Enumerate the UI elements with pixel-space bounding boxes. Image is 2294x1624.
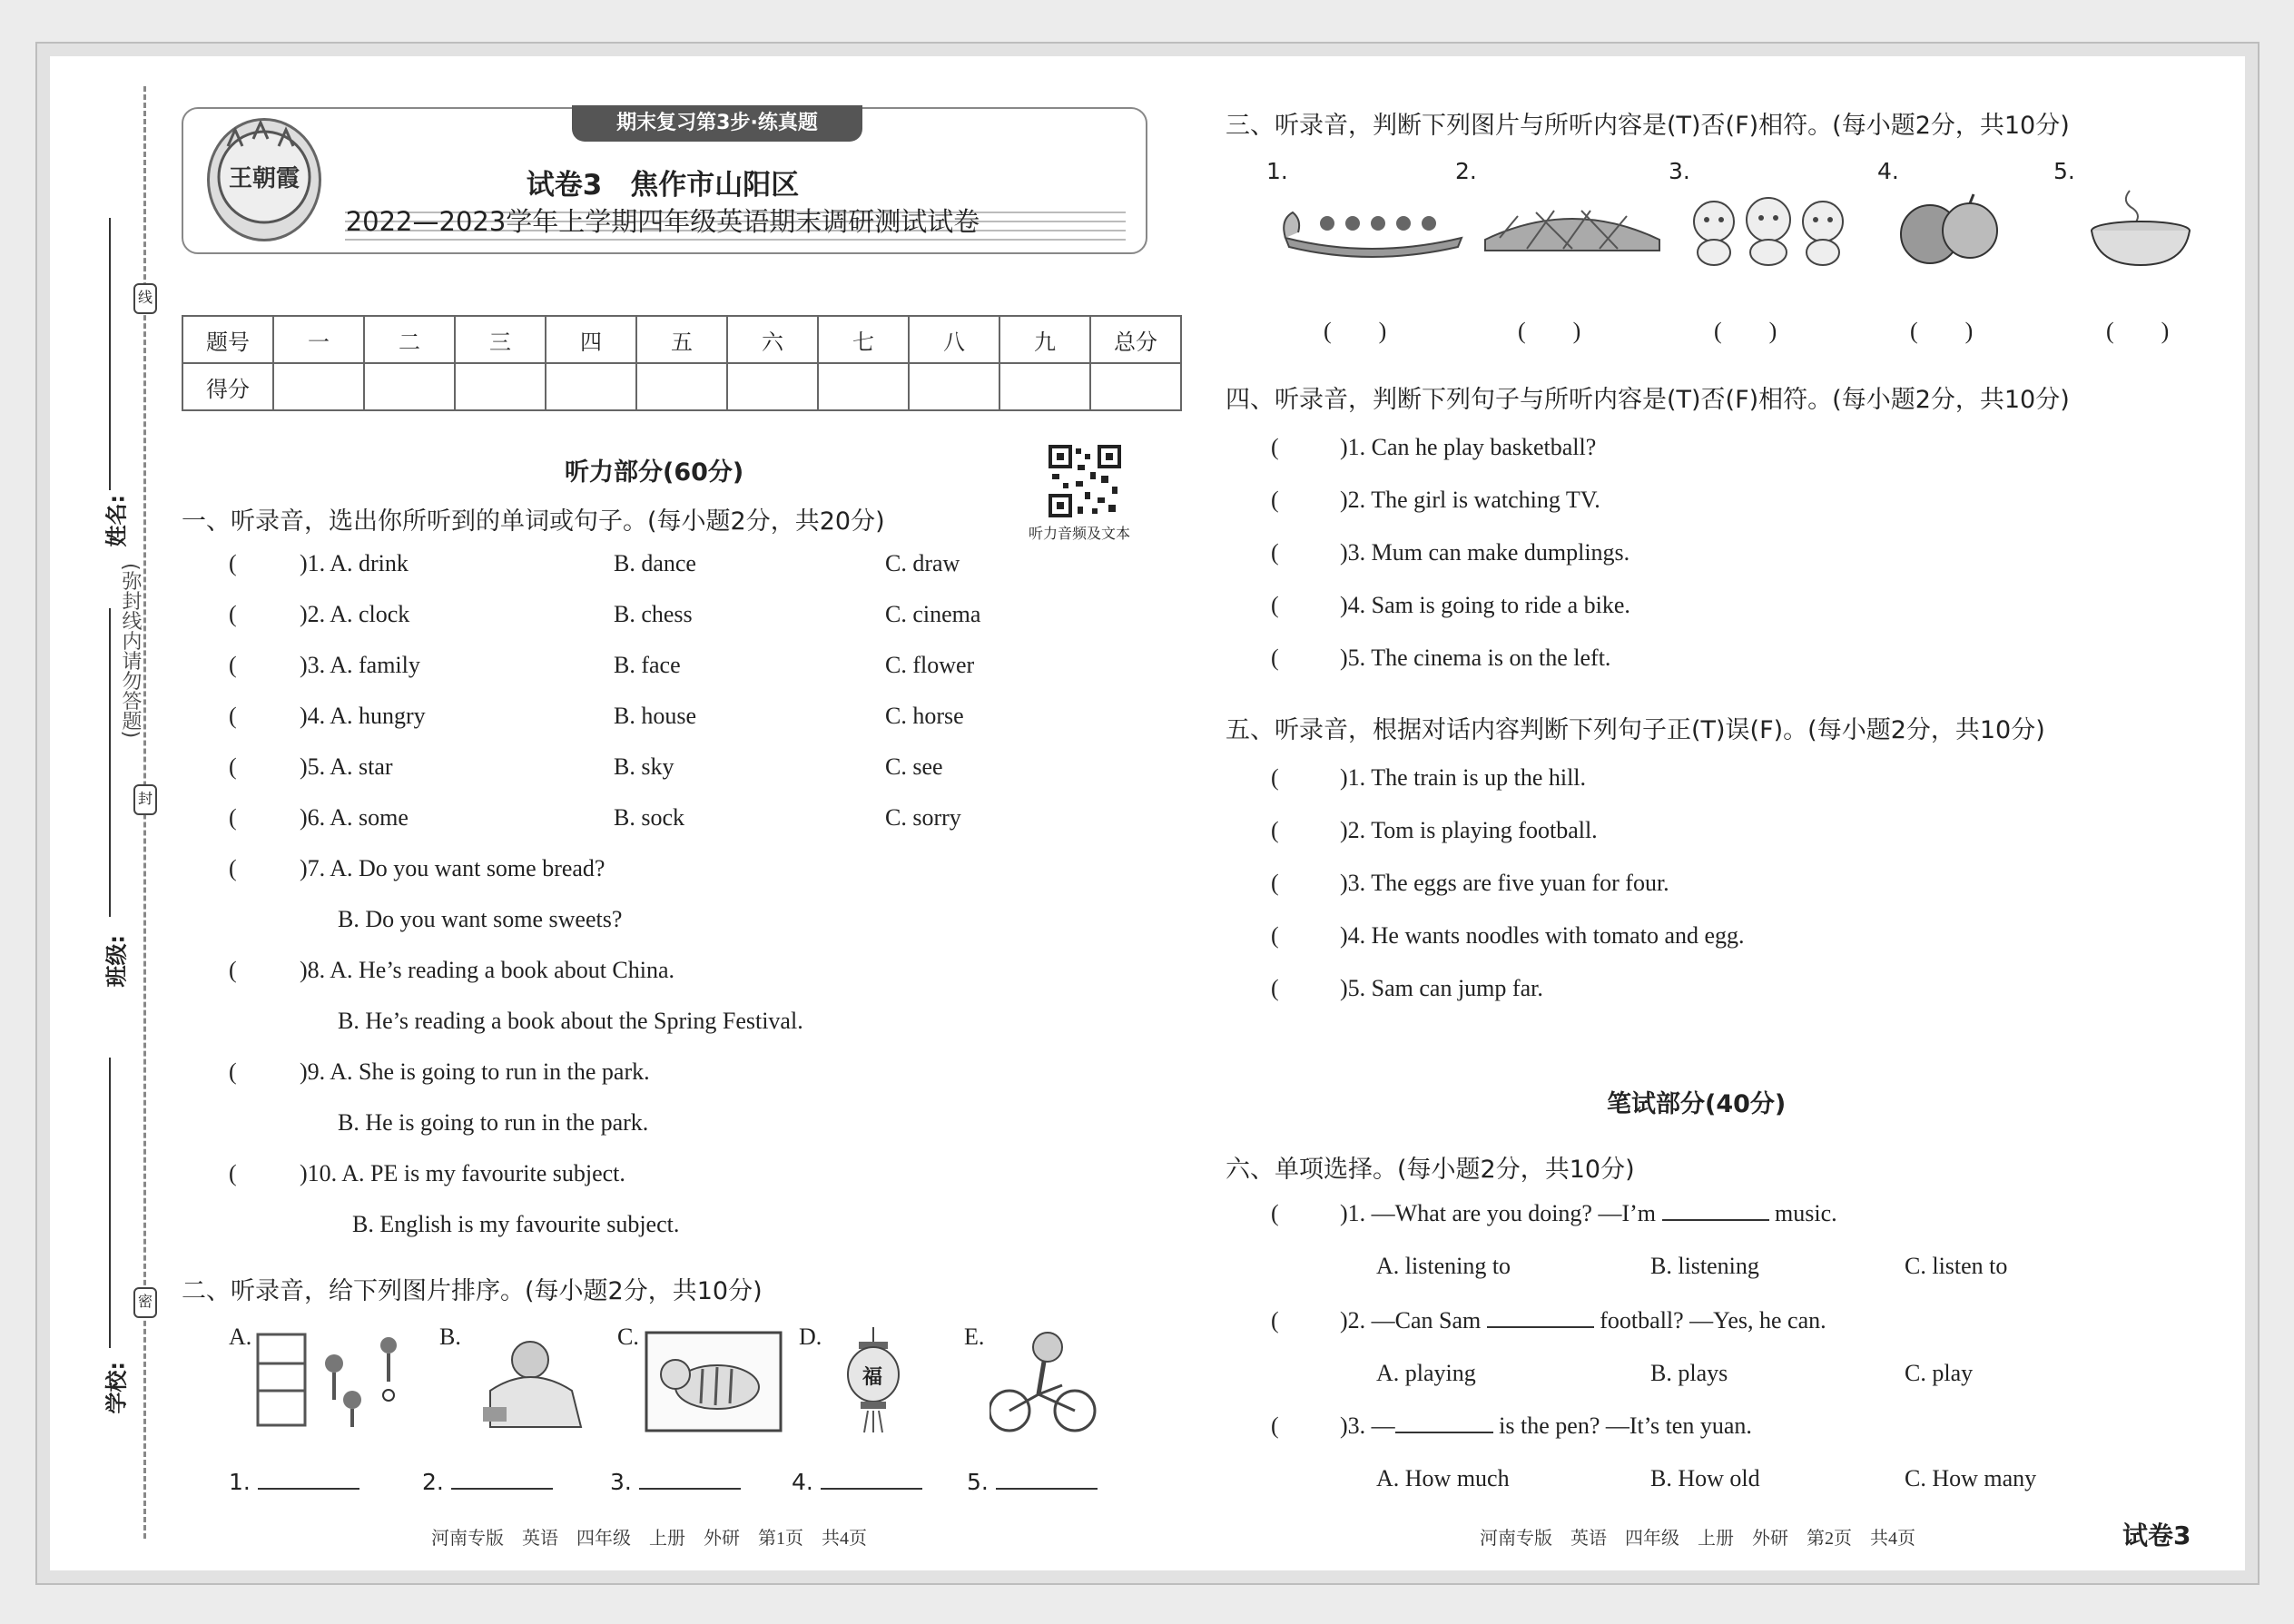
bird-nest-stadium-picture bbox=[1482, 198, 1663, 264]
bowl-picture bbox=[2088, 187, 2195, 273]
part3-title: 三、听录音，判断下列图片与所听内容是(T)否(F)相符。(每小题2分，共10分) bbox=[1226, 112, 2070, 140]
q8b: B. He’s reading a book about the Spring Festival. bbox=[338, 1008, 803, 1034]
pic-letter: D. bbox=[799, 1324, 822, 1350]
answer-blank[interactable] bbox=[258, 1488, 359, 1490]
question-option-a: )4. A. hungry bbox=[300, 703, 426, 729]
question-option-a: )1. A. drink bbox=[300, 550, 409, 576]
q10a: )10. A. PE is my favourite subject. bbox=[300, 1160, 625, 1186]
question-option-c: C. flower bbox=[885, 652, 975, 678]
lantern-text: 福 bbox=[862, 1366, 883, 1389]
writing-title: 笔试部分(40分) bbox=[1607, 1090, 1787, 1118]
part4-title: 四、听录音，判断下列句子与所听内容是(T)否(F)相符。(每小题2分，共10分) bbox=[1226, 386, 2070, 414]
name-field[interactable] bbox=[109, 218, 111, 490]
tiger-picture bbox=[645, 1331, 783, 1437]
order-number: 5. bbox=[967, 1469, 989, 1495]
seal-note: (弥封线内请勿答题) bbox=[119, 563, 142, 739]
table-cell: 三 bbox=[455, 316, 546, 363]
table-row bbox=[182, 316, 1181, 363]
question-option-b: B. sock bbox=[614, 804, 684, 831]
paper-tag: 试卷3 bbox=[2122, 1521, 2191, 1550]
statement: )4. He wants noodles with tomato and egg. bbox=[1340, 922, 1745, 949]
score-cell[interactable] bbox=[1090, 363, 1181, 410]
question-option-b: B. chess bbox=[614, 601, 693, 627]
q9a: )9. A. She is going to run in the park. bbox=[300, 1058, 650, 1085]
boy-cycling-picture bbox=[989, 1325, 1098, 1439]
q8a: )8. A. He’s reading a book about China. bbox=[300, 957, 675, 983]
option: A. listening to bbox=[1376, 1253, 1511, 1279]
table-row bbox=[182, 363, 1181, 410]
dragon-boat-picture bbox=[1280, 192, 1466, 264]
question-option-c: C. sorry bbox=[885, 804, 961, 831]
pic-number: 5. bbox=[2053, 158, 2075, 184]
answer-paren[interactable]: ( ) bbox=[1910, 318, 1974, 344]
table-cell: 九 bbox=[999, 316, 1090, 363]
name-label: 姓名: bbox=[103, 494, 130, 547]
answer-blank[interactable] bbox=[1395, 1432, 1493, 1433]
table-cell: 四 bbox=[546, 316, 636, 363]
order-number: 3. bbox=[610, 1469, 632, 1495]
pic-number: 3. bbox=[1669, 158, 1690, 184]
statement: )3. Mum can make dumplings. bbox=[1340, 539, 1630, 566]
q10b: B. English is my favourite subject. bbox=[352, 1211, 680, 1237]
q7b: B. Do you want some sweets? bbox=[338, 906, 623, 932]
score-cell[interactable] bbox=[364, 363, 455, 410]
order-number: 2. bbox=[422, 1469, 444, 1495]
question-option-b: B. dance bbox=[614, 550, 696, 576]
part1-title: 一、听录音，选出你所听到的单词或句子。(每小题2分，共20分) bbox=[182, 507, 885, 536]
q9b: B. He is going to run in the park. bbox=[338, 1109, 649, 1136]
option: A. playing bbox=[1376, 1360, 1476, 1386]
football-kids-picture bbox=[252, 1327, 416, 1436]
score-cell[interactable] bbox=[818, 363, 909, 410]
pic-letter: A. bbox=[229, 1324, 252, 1350]
score-table bbox=[182, 315, 1182, 411]
option: A. How much bbox=[1376, 1465, 1510, 1491]
pic-letter: B. bbox=[439, 1324, 461, 1350]
option: C. play bbox=[1905, 1360, 1974, 1386]
paper-number: 试卷3 焦作市山阳区 bbox=[526, 169, 800, 202]
score-cell[interactable] bbox=[273, 363, 364, 410]
statement: )1. Can he play basketball? bbox=[1340, 434, 1597, 460]
answer-blank[interactable] bbox=[639, 1488, 741, 1490]
statement: )2. Tom is playing football. bbox=[1340, 817, 1598, 843]
school-field[interactable] bbox=[109, 1058, 111, 1348]
qr-code-icon[interactable] bbox=[1049, 445, 1121, 517]
table-cell: 七 bbox=[818, 316, 909, 363]
q1-stem: )1. —What are you doing? —I’m bbox=[1340, 1200, 1657, 1226]
paper-title: 2022—2023学年上学期四年级英语期末调研测试试卷 bbox=[345, 206, 980, 237]
score-cell[interactable] bbox=[909, 363, 999, 410]
pic-letter: C. bbox=[617, 1324, 639, 1350]
class-label: 班级: bbox=[103, 934, 130, 988]
answer-blank[interactable] bbox=[996, 1488, 1098, 1490]
statement: )4. Sam is going to ride a bike. bbox=[1340, 592, 1630, 618]
table-cell: 六 bbox=[727, 316, 818, 363]
q7a: )7. A. Do you want some bread? bbox=[300, 855, 605, 881]
pic-letter: E. bbox=[964, 1324, 985, 1350]
question-option-a: )6. A. some bbox=[300, 804, 409, 831]
answer-paren[interactable]: ( ) bbox=[1324, 318, 1387, 344]
score-cell[interactable] bbox=[999, 363, 1090, 410]
order-number: 4. bbox=[792, 1469, 813, 1495]
statement: )5. Sam can jump far. bbox=[1340, 975, 1543, 1001]
question-option-c: C. horse bbox=[885, 703, 964, 729]
statement: )1. The train is up the hill. bbox=[1340, 764, 1587, 791]
score-cell[interactable] bbox=[455, 363, 546, 410]
answer-blank[interactable] bbox=[451, 1488, 553, 1490]
table-cell: 题号 bbox=[182, 316, 273, 363]
option: C. listen to bbox=[1905, 1253, 2008, 1279]
pic-number: 1. bbox=[1266, 158, 1288, 184]
question-option-b: B. face bbox=[614, 652, 681, 678]
question-option-b: B. house bbox=[614, 703, 696, 729]
listening-title: 听力部分(60分) bbox=[565, 458, 744, 487]
option: C. How many bbox=[1905, 1465, 2037, 1491]
option: B. plays bbox=[1650, 1360, 1728, 1386]
part6-title: 六、单项选择。(每小题2分，共10分) bbox=[1226, 1156, 1635, 1184]
boy-reading-picture bbox=[472, 1327, 590, 1436]
seal-mark: 密 bbox=[133, 1287, 157, 1318]
pic-number: 2. bbox=[1455, 158, 1477, 184]
q3-stem: )3. — bbox=[1340, 1412, 1395, 1439]
table-cell: 一 bbox=[273, 316, 364, 363]
table-cell: 五 bbox=[636, 316, 727, 363]
q2-stem: )2. —Can Sam bbox=[1340, 1307, 1482, 1334]
question-option-a: )3. A. family bbox=[300, 652, 420, 678]
order-number: 1. bbox=[229, 1469, 251, 1495]
question-option-a: )2. A. clock bbox=[300, 601, 410, 627]
table-cell: 八 bbox=[909, 316, 999, 363]
option: B. How old bbox=[1650, 1465, 1760, 1491]
answer-blank[interactable] bbox=[821, 1488, 922, 1490]
q1-stem-end: music. bbox=[1775, 1200, 1837, 1226]
qr-caption: 听力音频及文本 bbox=[1029, 527, 1131, 542]
question-option-c: C. see bbox=[885, 753, 943, 780]
part5-title: 五、听录音，根据对话内容判断下列句子正(T)误(F)。(每小题2分，共10分) bbox=[1226, 716, 2045, 744]
statement: )5. The cinema is on the left. bbox=[1340, 645, 1611, 671]
footer-right: 河南专版 英语 四年级 上册 外研 第2页 共4页 bbox=[1480, 1529, 1915, 1549]
header-banner: 期末复习第3步·练真题 bbox=[572, 105, 862, 142]
footer-left: 河南专版 英语 四年级 上册 外研 第1页 共4页 bbox=[431, 1529, 867, 1549]
part2-title: 二、听录音，给下列图片排序。(每小题2分，共10分) bbox=[182, 1277, 763, 1305]
answer-paren[interactable]: ( ) bbox=[1518, 318, 1581, 344]
seal-mark: 线 bbox=[133, 283, 157, 314]
table-cell: 总分 bbox=[1090, 316, 1181, 363]
q3-stem-end: is the pen? —It’s ten yuan. bbox=[1499, 1412, 1752, 1439]
seal-mark: 封 bbox=[133, 784, 157, 815]
score-cell[interactable] bbox=[546, 363, 636, 410]
cats-picture bbox=[1687, 189, 1848, 271]
question-option-c: C. draw bbox=[885, 550, 960, 576]
answer-paren[interactable]: ( ) bbox=[2106, 318, 2170, 344]
pic-number: 4. bbox=[1877, 158, 1899, 184]
answer-blank[interactable] bbox=[1662, 1219, 1769, 1221]
q2-stem-end: football? —Yes, he can. bbox=[1600, 1307, 1826, 1334]
answer-paren[interactable]: ( ) bbox=[1714, 318, 1777, 344]
question-option-b: B. sky bbox=[614, 753, 674, 780]
answer-blank[interactable] bbox=[1487, 1326, 1594, 1328]
statement: )3. The eggs are five yuan for four. bbox=[1340, 870, 1669, 896]
question-option-c: C. cinema bbox=[885, 601, 981, 627]
option: B. listening bbox=[1650, 1253, 1759, 1279]
apples-picture bbox=[1894, 192, 2003, 270]
score-cell[interactable] bbox=[636, 363, 727, 410]
question-option-a: )5. A. star bbox=[300, 753, 393, 780]
table-cell: 得分 bbox=[182, 363, 273, 410]
school-label: 学校: bbox=[103, 1361, 130, 1414]
score-cell[interactable] bbox=[727, 363, 818, 410]
statement: )2. The girl is watching TV. bbox=[1340, 487, 1600, 513]
class-field[interactable] bbox=[109, 608, 111, 917]
lantern-picture bbox=[837, 1327, 910, 1439]
table-cell: 二 bbox=[364, 316, 455, 363]
svg-text:王朝霞: 王朝霞 bbox=[228, 165, 300, 192]
